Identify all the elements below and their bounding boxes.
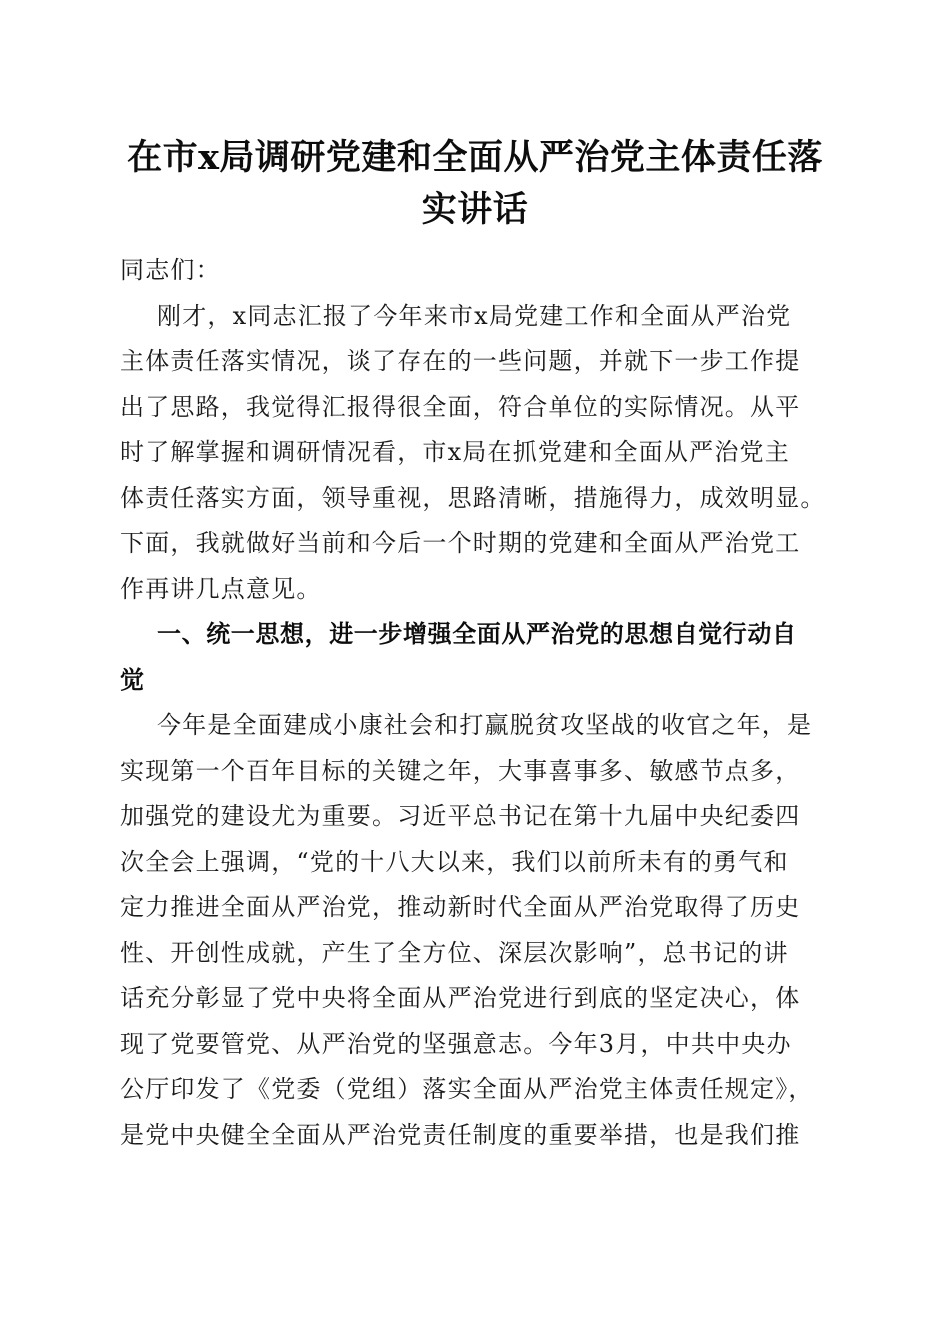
paragraph-line: 现了党要管党、从严治党的坚强意志。今年3月，中共中央办 [120, 1029, 792, 1058]
paragraph-line: 定力推进全面从严治党，推动新时代全面从严治党取得了历史 [120, 893, 801, 921]
paragraph-line: 作再讲几点意见。 [120, 574, 322, 603]
title-line: 实讲话 [421, 189, 529, 230]
paragraph-line: 性、开创性成就，产生了全方位、深层次影响”，总书记的讲 [120, 938, 789, 967]
paragraph-line: 时了解掌握和调研情况看，市x局在抓党建和全面从严治党主 [120, 438, 790, 466]
salutation: 同志们： [120, 256, 221, 284]
heading-line: 觉 [120, 665, 145, 694]
paragraph-line: 是党中央健全全面从严治党责任制度的重要举措，也是我们推 [120, 1120, 801, 1149]
document-body [120, 248, 840, 1158]
paragraph-line: 公厅印发了《党委（党组）落实全面从严治党主体责任规定》， [120, 1075, 814, 1103]
paragraph-line: 次全会上强调，“党的十八大以来，我们以前所未有的勇气和 [120, 847, 789, 876]
paragraph-line: 下面，我就做好当前和今后一个时期的党建和全面从严治党工 [120, 529, 801, 557]
paragraph-intro [120, 294, 840, 613]
document-title [80, 132, 870, 236]
section-heading-1 [120, 612, 840, 703]
paragraph-line: 今年是全面建成小康社会和打赢脱贫攻坚战的收官之年，是 [157, 711, 813, 739]
paragraph-line: 加强党的建设尤为重要。习近平总书记在第十九届中央纪委四 [120, 802, 801, 830]
paragraph-line: 体责任落实方面，领导重视，思路清晰，措施得力，成效明显。 [120, 483, 826, 512]
heading-line: 一、统一思想，进一步增强全面从严治党的思想自觉行动自 [157, 620, 797, 648]
paragraph-line: 实现第一个百年目标的关键之年，大事喜事多、敏感节点多， [120, 756, 801, 785]
paragraph-section-1 [120, 703, 840, 1158]
paragraph-line: 出了思路，我觉得汇报得很全面，符合单位的实际情况。从平 [120, 392, 801, 421]
paragraph-line: 主体责任落实情况，谈了存在的一些问题，并就下一步工作提 [120, 347, 801, 375]
paragraph-line: 话充分彰显了党中央将全面从严治党进行到底的坚定决心，体 [120, 984, 801, 1012]
paragraph-line: 刚才，x同志汇报了今年来市x局党建工作和全面从严治党 [157, 301, 792, 330]
title-line: 在市x局调研党建和全面从严治党主体责任落 [127, 137, 823, 178]
